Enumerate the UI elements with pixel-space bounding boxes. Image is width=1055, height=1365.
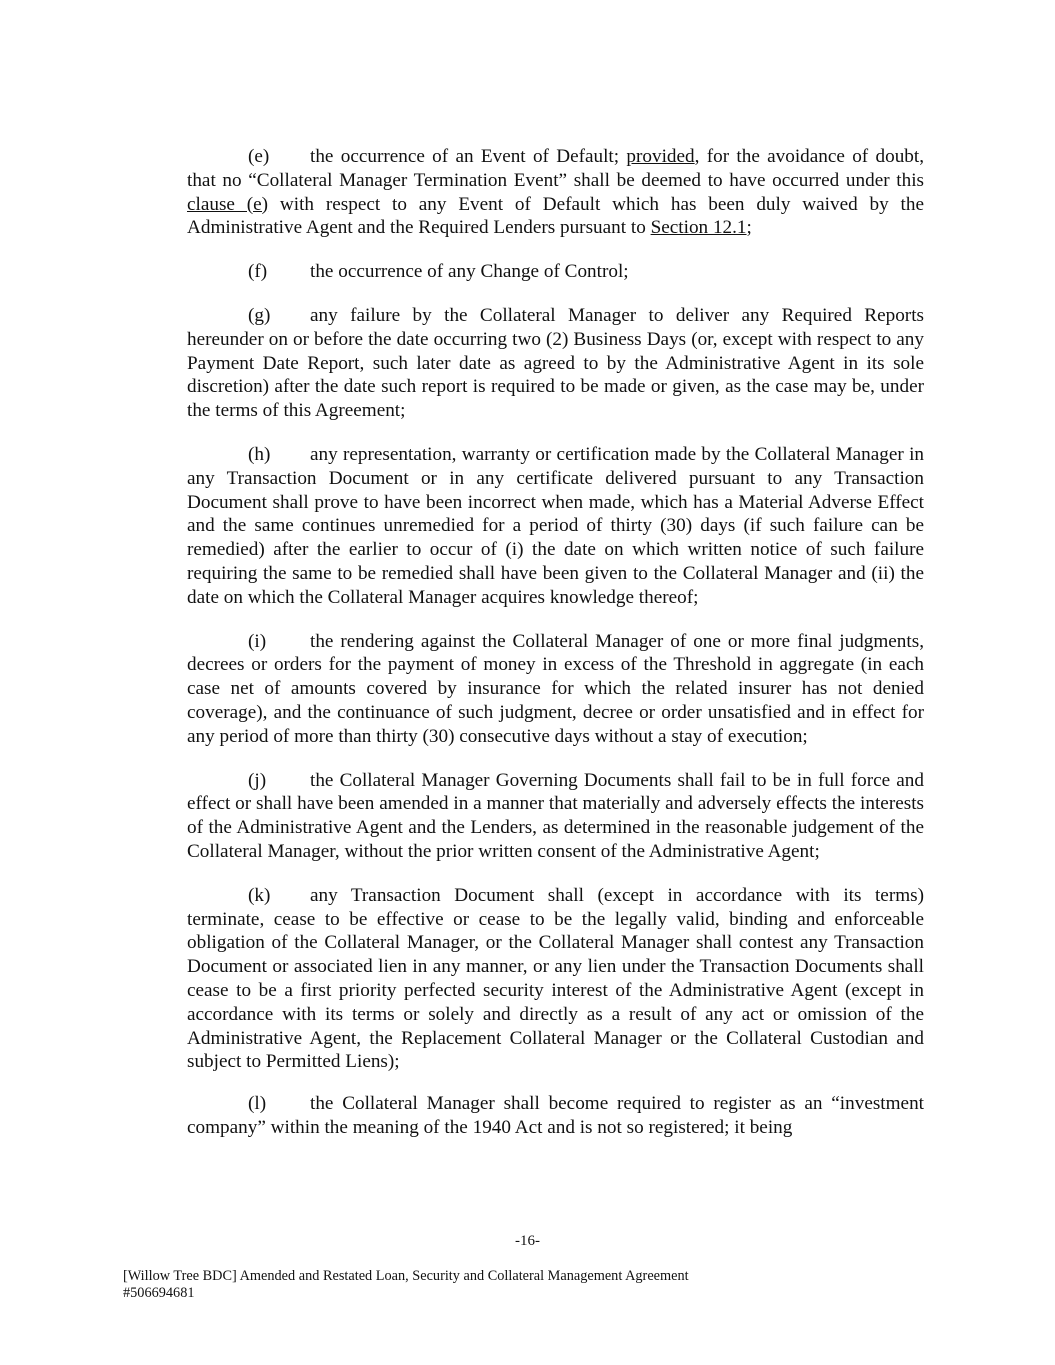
clause-e-text-4: ; (746, 217, 752, 239)
clause-l (187, 1092, 924, 1140)
clause-k-label: (k) (248, 884, 271, 906)
clause-g-label: (g) (248, 304, 271, 326)
clause-f (187, 260, 924, 284)
clause-j (187, 769, 924, 864)
clause-i-text: the rendering against the Collateral Manager of one or more final judgments, decrees or orders for the payment of money in excess of the Threshold in aggregate (in each case net of amounts covered by insurance for which the related insurer has not denied coverage), and the continuance of such judgment, decree or order unsatisfied and in effect for any period of more than thirty (30) consecutive days without a stay of execution; (187, 630, 924, 747)
clause-e-text-2: , for the avoidance of doubt, that no “Collateral Manager Termination Event” shall be deemed to have occurred under this (187, 146, 925, 191)
section-12-1-reference: Section 12.1 (650, 217, 747, 239)
footer-title: [Willow Tree BDC] Amended and Restated Loan, Security and Collateral Management Agreement (123, 1268, 689, 1284)
clause-g (187, 304, 924, 423)
clause-l-text: the Collateral Manager shall become required to register as an “investment company” within the meaning of the 1940 Act and is not so registered; it being (187, 1093, 924, 1138)
clause-e-text-3: with respect to any Event of Default which has been duly waived by the Administrative Agent and the Required Lenders pursuant to (187, 193, 924, 239)
clause-j-label: (j) (248, 769, 267, 791)
clause-g-text: any failure by the Collateral Manager to deliver any Required Reports hereunder on or before the date occurring two (2) Business Days (or, except with respect to any Payment Date Report, such later date as agreed to by the Administrative Agent in its sole discretion) after the date such report is required to be made or given, as the case may be, under the terms of this Agreement; (187, 304, 924, 422)
clause-i (187, 630, 924, 749)
clause-l-label: (l) (248, 1093, 267, 1115)
document-body (187, 145, 924, 1160)
clause-e-text-1: the occurrence of an Event of Default; (310, 146, 627, 167)
clause-h-text: any representation, warranty or certification made by the Collateral Manager in any Transaction Document or in any certificate delivered pursuant to any Transaction Document shall prove to have been incorrect when made, which has a Material Adverse Effect and the same continues unremedied for a period of thirty (30) days (if such failure can be remedied) after the earlier to occur of (i) the date on which written notice of such failure requiring the same to be remedied shall have been given to the Collateral Manager and (ii) the date on which the Collateral Manager acquires knowledge thereof; (187, 443, 924, 608)
document-footer (123, 1268, 689, 1301)
clause-e-reference: clause (e) (187, 193, 269, 215)
clause-k-text: any Transaction Document shall (except in accordance with its terms) terminate, cease to be effective or cease to be the legally valid, binding and enforceable obligation of the Collateral Manager, or the Collateral Manager shall contest any Transaction Document or associated lien in any manner, or any lien under the Transaction Documents shall cease to be a first priority perfected security interest of the Administrative Agent (except in accordance with its terms or solely and directly as a result of any act or omission of the Administrative Agent, the Replacement Collateral Manager or the Collateral Custodian and subject to Permitted Liens); (187, 884, 924, 1073)
provided-term: provided (626, 146, 695, 167)
footer-doc-id: #506694681 (123, 1284, 195, 1301)
page-number: -16- (515, 1233, 540, 1249)
clause-j-text: the Collateral Manager Governing Documents shall fail to be in full force and effect or shall have been amended in a manner that materially and adversely effects the interests of the Administrative Agent and the Lenders, as determined in the reasonable judgement of the Collateral Manager, without the prior written consent of the Administrative Agent; (187, 769, 924, 862)
clause-f-label: (f) (248, 261, 268, 283)
clause-i-label: (i) (248, 630, 267, 652)
clause-e-label: (e) (248, 146, 270, 167)
clause-f-text: the occurrence of any Change of Control; (310, 261, 629, 283)
clause-h (187, 443, 924, 610)
clause-k (187, 884, 924, 1074)
clause-h-label: (h) (248, 443, 271, 465)
clause-e (187, 145, 924, 240)
